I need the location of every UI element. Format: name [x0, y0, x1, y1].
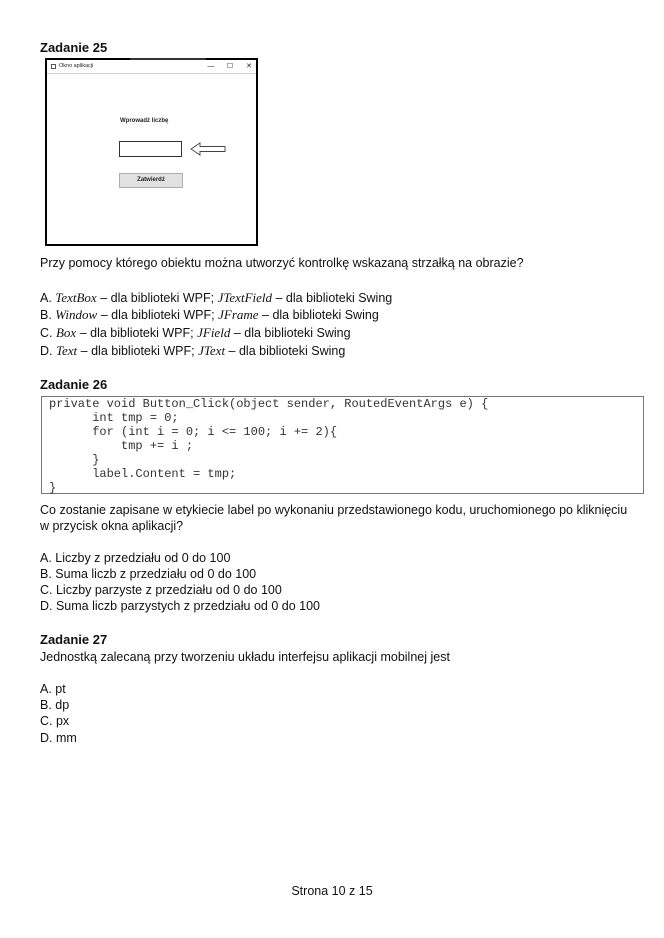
maximize-icon: ☐ [226, 63, 234, 70]
z25-answer-c: C. Box – dla biblioteki WPF; JField – dla biblioteki Swing [40, 325, 351, 340]
code-line: } [49, 481, 57, 495]
window-prompt-label: Wprowadź liczbę [120, 118, 169, 124]
code-line: tmp += i ; [49, 439, 194, 453]
window-textbox [119, 141, 182, 157]
code-line: for (int i = 0; i <= 100; i += 2){ [49, 425, 338, 439]
window-titlebar [47, 60, 256, 74]
z25-answer-b: B. Window – dla biblioteki WPF; JFrame – dla biblioteki Swing [40, 307, 379, 322]
z25-answer-d: D. Text – dla biblioteki WPF; JText – dla biblioteki Swing [40, 343, 346, 358]
app-window-illustration [45, 58, 258, 246]
code-line: label.Content = tmp; [49, 467, 237, 481]
z27-answer-c: C. px [40, 714, 70, 728]
z27-heading: Zadanie 27 [40, 632, 108, 647]
z25-answer-a: A. TextBox – dla biblioteki WPF; JTextField – dla biblioteki Swing [40, 290, 393, 305]
page-number: Strona 10 z 15 [291, 884, 373, 898]
window-submit-button: Zatwierdź [119, 173, 183, 188]
code-listing [41, 396, 644, 494]
z26-answer-c: C. Liczby parzyste z przedziału od 0 do 100 [40, 583, 282, 597]
z26-heading: Zadanie 26 [40, 377, 108, 392]
z26-question-line2: w przycisk okna aplikacji? [40, 519, 184, 533]
z27-question: Jednostką zalecaną przy tworzeniu układu interfejsu aplikacji mobilnej jest [40, 650, 450, 664]
code-line: int tmp = 0; [49, 411, 179, 425]
z27-answer-b: B. dp [40, 698, 70, 712]
z26-question-line1: Co zostanie zapisane w etykiecie label po wykonaniu przedstawionego kodu, uruchomionego po kliknięciu [40, 503, 628, 517]
window-title: Okno aplikacji [59, 63, 94, 69]
z27-answer-d: D. mm [40, 731, 77, 745]
left-arrow-icon [190, 142, 226, 156]
z25-question: Przy pomocy którego obiektu można utworzyć kontrolkę wskazaną strzałką na obrazie? [40, 256, 524, 270]
z26-answer-b: B. Suma liczb z przedziału od 0 do 100 [40, 567, 257, 581]
close-icon: ✕ [246, 63, 252, 70]
z27-answer-a: A. pt [40, 682, 66, 696]
minimize-icon: — [207, 63, 215, 70]
z25-heading: Zadanie 25 [40, 40, 108, 55]
z26-answer-d: D. Suma liczb parzystych z przedziału od 0 do 100 [40, 599, 320, 613]
app-icon [51, 64, 56, 69]
z26-answer-a: A. Liczby z przedziału od 0 do 100 [40, 551, 231, 565]
code-line: private void Button_Click(object sender, RoutedEventArgs e) { [49, 397, 489, 411]
code-line: } [49, 453, 100, 467]
